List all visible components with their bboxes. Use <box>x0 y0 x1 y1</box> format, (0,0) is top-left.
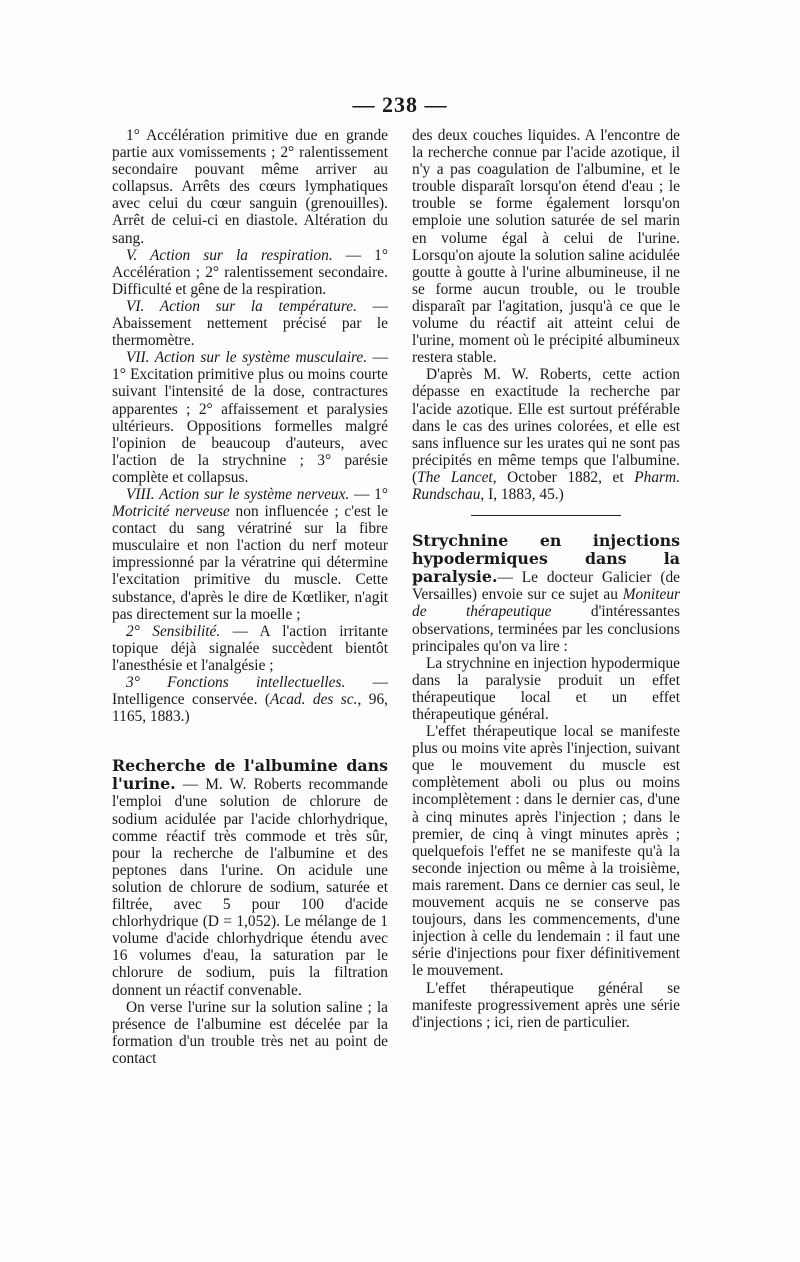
paragraph <box>112 486 388 623</box>
paragraph-text: , October 1882, et <box>492 468 635 486</box>
citation: Moniteur de thérapeutique <box>412 586 680 621</box>
paragraph: L'effet thérapeutique général se manifeste progressivement après une série d'injections ; ici, rien de particulier. <box>412 979 680 1031</box>
paragraph <box>112 674 388 725</box>
section-heading: 2° Sensibilité. <box>126 622 221 640</box>
article-paragraph <box>112 757 388 998</box>
paragraph-text: D'après M. W. Roberts, cette action dépasse en exactitude la recherche par l'acide azotique. Elle est surtout préférable dans le cas des urines colorées, et elle est sans influence sur les urates qui ne sont pas précipités en même temps que l'albumine. ( <box>412 366 680 486</box>
paragraph-text: — 1° <box>349 485 388 503</box>
section-heading: VIII. Action sur le système nerveux. <box>126 485 350 503</box>
paragraph-text: — Le docteur Galicier (de Versailles) envoie sur ce sujet au <box>412 569 680 604</box>
paragraph-text: — Intelligence conservée. ( <box>112 674 388 709</box>
paragraph: L'effet thérapeutique local se manifeste plus ou moins vite après l'injection, suivant que le mouvement du muscle est complètement aboli ou plus ou moins incomplètement : dans le dernier cas, d'une à cinq minutes après l'injection ; dans le premier, de cinq à vingt minutes après ; quelquefois l'effet ne se manifeste qu'à la seconde injection ou même à la troisième, mais rarement. Dans ce dernier cas seul, le mouvement acquis ne se conserve pas toujours, dans les commencements, d'une injection à celle du lendemain : il faut une série d'injections pour fixer définitivement le mouvement. <box>412 723 680 980</box>
citation: Acad. des sc. <box>269 691 358 709</box>
left-column <box>112 127 388 1067</box>
section-heading: VI. Action sur la température. <box>126 297 357 315</box>
spacer <box>112 725 388 745</box>
paragraph <box>112 247 388 298</box>
paragraph: On verse l'urine sur la solution saline ; la présence de l'albumine est décelée par la formation d'un trouble très net au point de contact <box>112 998 388 1067</box>
citation: Pharm. Rundschau <box>412 468 680 503</box>
paragraph: La strychnine en injection hypodermique dans la paralysie produit un effet thérapeutique local et un effet thérapeutique général. <box>412 654 680 723</box>
section-divider <box>471 515 621 516</box>
paragraph-text: — 1° Excitation primitive plus ou moins courte suivant l'intensité de la dose, contractures apparentes ; 2° affaissement et paralysies ultérieurs. Oppositions formelles malgré l'opinion de beaucoup d'auteurs, avec l'action de la strychnine ; 3° parésie complète et collapsus. <box>112 349 388 486</box>
section-heading: VII. Action sur le système musculaire. <box>126 349 368 367</box>
paragraph <box>112 623 388 674</box>
paragraph-text: , I, 1883, 45.) <box>480 485 564 503</box>
paragraph-text: — A l'action irritante topique déjà signalée succèdent bientôt l'anesthésie et l'analgésie ; <box>112 622 388 674</box>
page-number: — 238 — <box>352 92 448 117</box>
citation: The Lancet <box>417 468 493 486</box>
paragraph <box>112 349 388 486</box>
paragraph-text: , 96, 1165, 1883.) <box>112 691 388 726</box>
section-heading: 3° Fonctions intellectuelles. <box>126 674 346 691</box>
paragraph <box>412 366 680 503</box>
article-title: Recherche de l'albumine dans l'urine. <box>112 756 388 794</box>
paragraph: 1° Accélération primitive due en grande partie aux vomissements ; 2° ralentissement secondaire pouvant même arriver au collapsus. Arrêts des cœurs lymphatiques avec celui du cœur sanguin (grenouilles). Arrêt de celui-ci en diastole. Altération du sang. <box>112 127 388 247</box>
paragraph: des deux couches liquides. A l'encontre de la recherche connue par l'acide azotique, il n'y a pas coagulation de l'albumine, et le trouble disparaît lorsqu'on étend d'eau ; le trouble se forme également lorsqu'on emploie une solution saturée de sel marin en volume égal à celui de l'urine. Lorsqu'on ajoute la solution saline acidulée goutte à goutte à l'urine albumineuse, il ne se forme aucun trouble, ou le trouble disparaît par l'agitation, jusqu'à ce que le volume du réactif ait atteint celui de l'urine, moment où le précipité albumineux restera stable. <box>412 127 680 367</box>
paragraph-text: — Abaissement nettement précisé par le thermomètre. <box>112 297 388 350</box>
right-column <box>412 127 680 1031</box>
paragraph-text: — M. W. Roberts recommande l'emploi d'une solution de chlorure de sodium acidulée par l'acide chlorhydrique, comme réactif très commode et très sûr, pour la recherche de l'albumine et des peptones dans l'urine. On acidule une solution de chlorure de sodium, saturée et filtrée, avec 5 pour 100 d'acide chlorhydrique (D = 1,052). Le mélange de 1 volume d'acide chlorhydrique étendu avec 16 volumes d'eau, la saturation par le chlorure de sodium, puis la filtration donnent un réactif convenable. <box>112 776 388 999</box>
section-heading: V. Action sur la respiration. <box>126 246 333 264</box>
italic-term: Motricité nerveuse <box>112 503 230 521</box>
paragraph-text: — 1° Accélération ; 2° ralentissement secondaire. Difficulté et gêne de la respiration. <box>112 246 388 298</box>
paragraph <box>112 298 388 349</box>
paragraph-text: d'intéressantes observations, terminées par les conclusions principales qu'on va lire : <box>412 603 680 655</box>
article-paragraph <box>412 532 680 655</box>
article-title: Strychnine en injections hypodermiques dans la paralysie. <box>412 531 680 587</box>
paragraph-text: non influencée ; c'est le contact du sang vératriné sur la fibre musculaire et non l'action du nerf moteur impressionné par la vératrine qui détermine l'excitation primitive du muscle. Cette substance, d'après le dire de Kœtliker, n'agit pas directement sur la moelle ; <box>112 503 388 623</box>
